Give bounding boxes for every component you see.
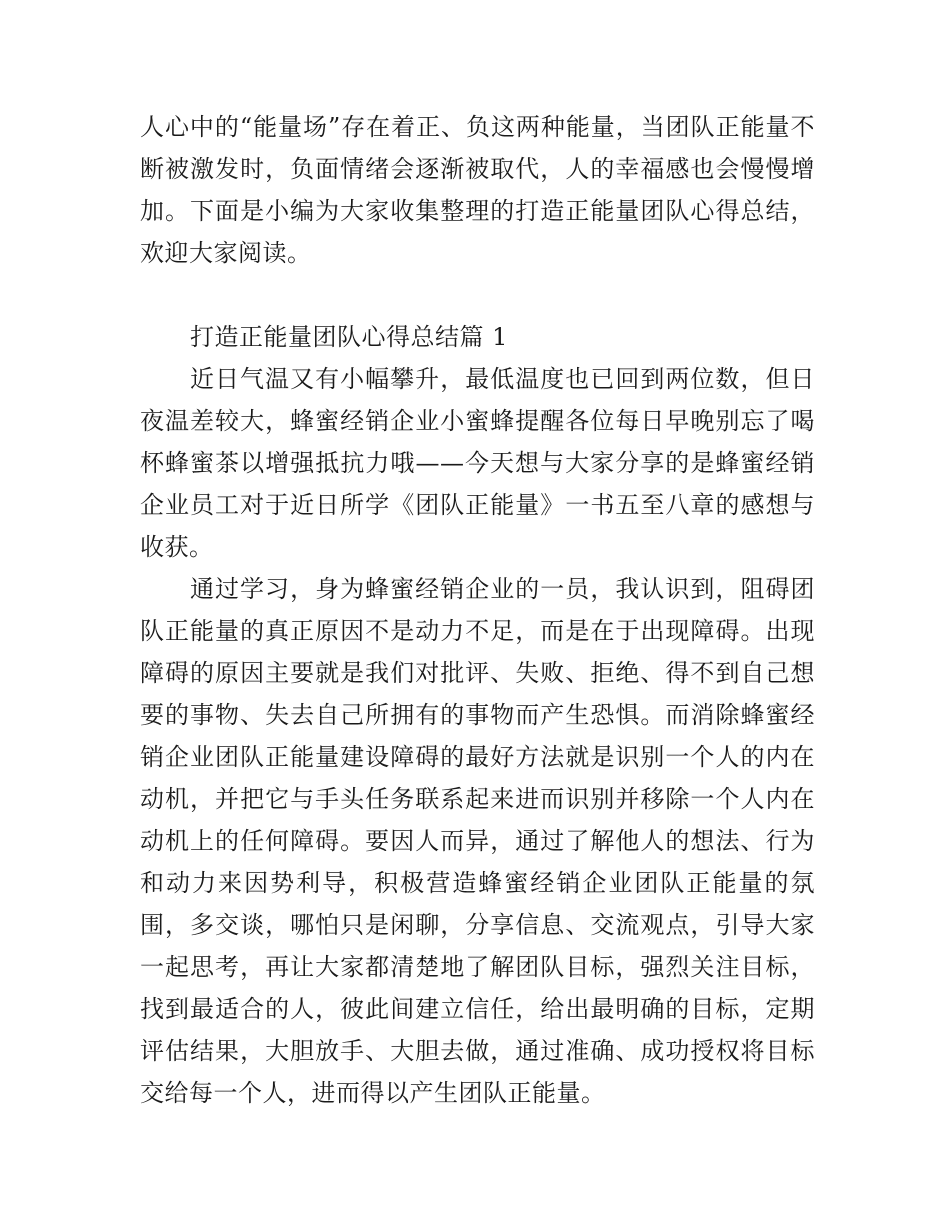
body-paragraph-2: 通过学习，身为蜂蜜经销企业的一员，我认识到，阻碍团队正能量的真正原因不是动力不足，而是在于出现障碍。出现障碍的原因主要就是我们对批评、失败、拒绝、得不到自己想要的事物、失去自己所拥有的事物而产生恐惧。而消除蜂蜜经销企业团队正能量建设障碍的最好方法就是识别一个人的内在动机，并把它与手头任务联系起来进而识别并移除一个人内在动机上的任何障碍。要因人而异，通过了解他人的想法、行为和动力来因势利导，积极营造蜂蜜经销企业团队正能量的氛围，多交谈，哪怕只是闲聊，分享信息、交流观点，引导大家一起思考，再让大家都清楚地了解团队目标，强烈关注目标，找到最适合的人，彼此间建立信任，给出最明确的目标，定期评估结果，大胆放手、大胆去做，通过准确、成功授权将目标交给每一个人，进而得以产生团队正能量。 <box>140 575 815 1107</box>
intro-paragraph: 人心中的“能量场”存在着正、负这两种能量，当团队正能量不断被激发时，负面情绪会逐渐被取代，人的幸福感也会慢慢增加。下面是小编为大家收集整理的打造正能量团队心得总结，欢迎大家阅读。 <box>140 113 815 267</box>
section-title: 打造正能量团队心得总结篇 1 <box>190 323 508 351</box>
paragraph-spacer <box>140 274 815 316</box>
document-body <box>140 106 815 1114</box>
body-paragraph-1: 近日气温又有小幅攀升，最低温度也已回到两位数，但日夜温差较大，蜂蜜经销企业小蜜蜂提醒各位每日早晚别忘了喝杯蜂蜜茶以增强抵抗力哦——今天想与大家分享的是蜂蜜经销企业员工对于近日所学《团队正能量》一书五至八章的感想与收获。 <box>140 365 815 561</box>
